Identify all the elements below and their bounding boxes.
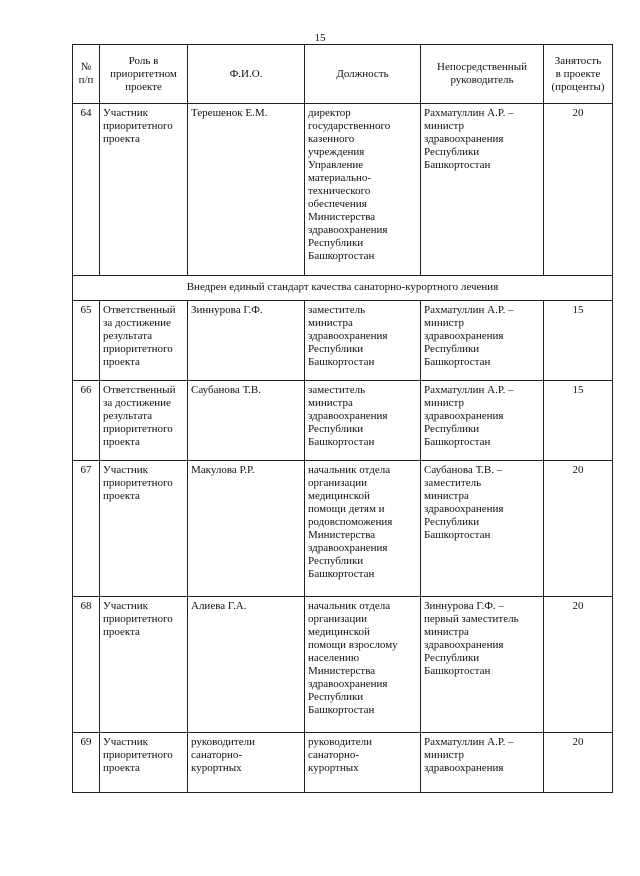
manager-cell: Рахматуллин А.Р. – министр здравоохранения [421, 733, 544, 793]
position-cell: заместитель министра здравоохранения Республики Башкортостан [305, 301, 421, 381]
manager-cell: Рахматуллин А.Р. – министр здравоохранения Республики Башкортостан [421, 104, 544, 276]
page-bottom-margin [0, 858, 640, 876]
fio-cell: Алиева Г.А. [188, 597, 305, 733]
header-position: Должность [305, 45, 421, 104]
fio-cell: руководители санаторно- курортных [188, 733, 305, 793]
role-cell: Участник приоритетного проекта [100, 461, 188, 597]
fio-cell: Саубанова Т.В. [188, 381, 305, 461]
fio-cell: Макулова Р.Р. [188, 461, 305, 597]
project-team-table [72, 44, 613, 793]
header-fio: Ф.И.О. [188, 45, 305, 104]
manager-cell: Рахматуллин А.Р. – министр здравоохранения Республики Башкортостан [421, 381, 544, 461]
position-cell: начальник отдела организации медицинской помощи взрослому населению Министерства здравоохранения Республики Башкортостан [305, 597, 421, 733]
row-number: 67 [73, 461, 100, 597]
header-role: Роль в приоритетном проекте [100, 45, 188, 104]
section-row [73, 276, 613, 301]
busy-cell: 15 [544, 301, 613, 381]
table-row [73, 733, 613, 793]
role-cell: Участник приоритетного проекта [100, 104, 188, 276]
table-row [73, 381, 613, 461]
page-number: 15 [314, 32, 326, 44]
table-row [73, 301, 613, 381]
fio-cell: Зиннурова Г.Ф. [188, 301, 305, 381]
header-num: № п/п [73, 45, 100, 104]
busy-cell: 15 [544, 381, 613, 461]
section-title: Внедрен единый стандарт качества санаторно-курортного лечения [73, 276, 613, 301]
row-number: 65 [73, 301, 100, 381]
busy-cell: 20 [544, 461, 613, 597]
manager-cell: Рахматуллин А.Р. – министр здравоохранения Республики Башкортостан [421, 301, 544, 381]
role-cell: Участник приоритетного проекта [100, 733, 188, 793]
role-cell: Участник приоритетного проекта [100, 597, 188, 733]
busy-cell: 20 [544, 104, 613, 276]
row-number: 64 [73, 104, 100, 276]
row-number: 68 [73, 597, 100, 733]
table-row [73, 597, 613, 733]
header-row [73, 45, 613, 104]
row-number: 66 [73, 381, 100, 461]
busy-cell: 20 [544, 597, 613, 733]
manager-cell: Зиннурова Г.Ф. – первый заместитель министра здравоохранения Республики Башкортостан [421, 597, 544, 733]
manager-cell: Саубанова Т.В. – заместитель министра здравоохранения Республики Башкортостан [421, 461, 544, 597]
table-row [73, 461, 613, 597]
busy-cell: 20 [544, 733, 613, 793]
position-cell: директор государственного казенного учреждения Управление материально- технического обеспечения Министерства здравоохранения Республики Башкортостан [305, 104, 421, 276]
position-cell: заместитель министра здравоохранения Республики Башкортостан [305, 381, 421, 461]
header-manager: Непосредственный руководитель [421, 45, 544, 104]
row-number: 69 [73, 733, 100, 793]
position-cell: начальник отдела организации медицинской помощи детям и родовспоможения Министерства здравоохранения Республики Башкортостан [305, 461, 421, 597]
header-busy: Занятость в проекте (проценты) [544, 45, 613, 104]
table-row [73, 104, 613, 276]
role-cell: Ответственный за достижение результата приоритетного проекта [100, 381, 188, 461]
fio-cell: Терешенок Е.М. [188, 104, 305, 276]
role-cell: Ответственный за достижение результата приоритетного проекта [100, 301, 188, 381]
position-cell: руководители санаторно- курортных [305, 733, 421, 793]
